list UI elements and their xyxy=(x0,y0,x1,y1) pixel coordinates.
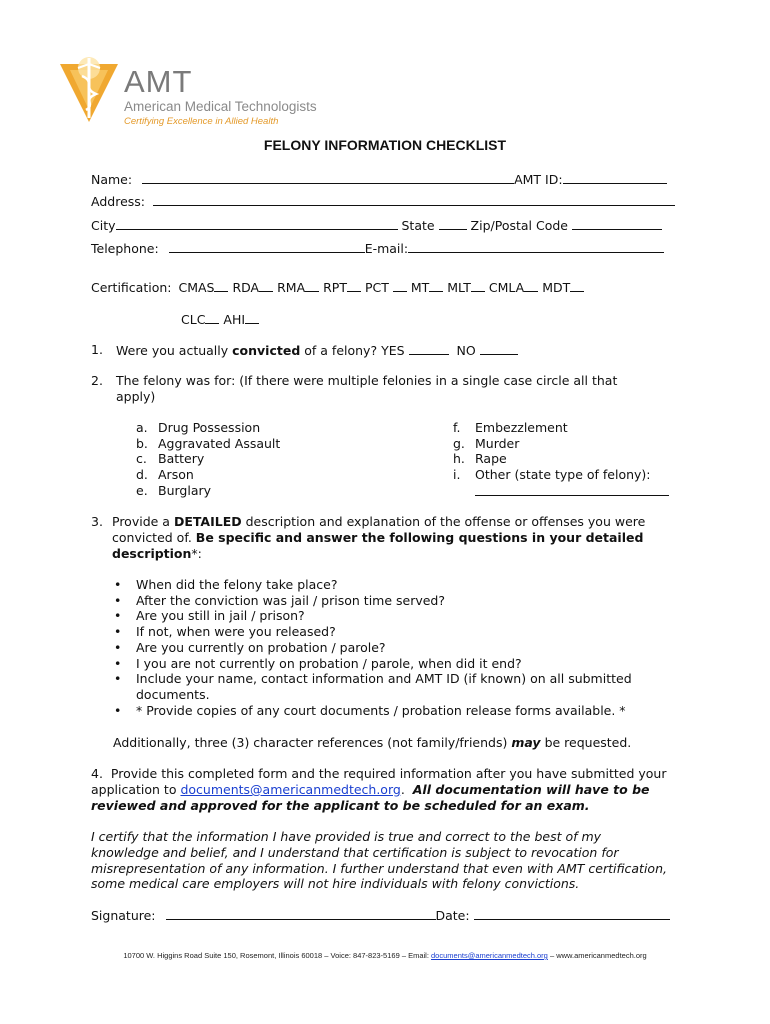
option-letter: f. xyxy=(453,420,461,435)
certification-statement xyxy=(91,829,667,892)
cert-blank-rpt[interactable] xyxy=(347,279,361,292)
option-text: Aggravated Assault xyxy=(158,435,281,451)
page-footer xyxy=(0,951,770,960)
amt-logo xyxy=(56,54,356,126)
cert-blank-mt[interactable] xyxy=(429,279,443,292)
cert-option-mdt: MDT xyxy=(542,280,571,295)
question-3-line-2 xyxy=(112,530,643,546)
name-label: Name: xyxy=(91,172,133,187)
state-field[interactable] xyxy=(439,217,467,230)
date-label: Date: xyxy=(435,908,470,923)
q4-line2-pre: application to xyxy=(91,782,177,797)
list-item-continued: documents. xyxy=(136,686,210,702)
page-title: FELONY INFORMATION CHECKLIST xyxy=(263,137,507,153)
question-3-line-1 xyxy=(112,514,645,530)
felony-option-d[interactable] xyxy=(136,467,280,483)
q1-text-pre: Were you actually xyxy=(116,343,229,358)
date-field[interactable] xyxy=(474,907,670,920)
list-item: • * Provide copies of any court documents / probation release forms available. * xyxy=(136,703,632,719)
felony-list-right xyxy=(453,420,669,500)
list-item: • If not, when were you released? xyxy=(136,624,632,640)
felony-option-b[interactable] xyxy=(136,436,280,452)
references-text-may: may xyxy=(511,735,541,750)
question-4-number: 4. xyxy=(91,766,103,781)
q3-text-post: description and explanation of the offense or offenses you were xyxy=(245,514,646,529)
option-letter: h. xyxy=(453,451,465,467)
certify-line: knowledge and belief, and I understand that certification is subject to revocation for xyxy=(91,844,619,860)
option-text: Burglary xyxy=(158,482,212,498)
signature-label: Signature: xyxy=(91,908,156,923)
city-row xyxy=(91,217,662,234)
q4-line2-bold: All documentation will have to be xyxy=(412,782,650,797)
email-label: E-mail: xyxy=(364,241,409,256)
address-field[interactable] xyxy=(153,193,675,206)
logo-tagline: Certifying Excellence in Allied Health xyxy=(124,116,279,127)
option-text: Rape xyxy=(475,451,507,467)
list-item: • Are you currently on probation / parole? xyxy=(136,640,632,656)
option-text: Arson xyxy=(158,467,194,483)
telephone-row xyxy=(91,240,664,257)
q1-yes-field[interactable] xyxy=(409,342,449,355)
felony-list-left xyxy=(136,420,280,499)
question-4-line-3 xyxy=(91,798,590,814)
option-letter: i. xyxy=(453,467,461,483)
q3-line3-bold: description xyxy=(112,546,192,561)
q1-no-field[interactable] xyxy=(480,342,518,355)
email-field[interactable] xyxy=(408,240,664,253)
q1-text-bold: convicted xyxy=(232,343,301,358)
list-item: • After the conviction was jail / prison time served? xyxy=(136,593,632,609)
telephone-label: Telephone: xyxy=(91,241,159,256)
certification-row xyxy=(91,279,584,296)
cert-option-pct: PCT xyxy=(364,280,389,295)
q1-text-post: of a felony? xyxy=(304,343,378,358)
option-letter: b. xyxy=(136,435,148,451)
q3-bullet-list xyxy=(136,577,632,718)
address-label: Address: xyxy=(91,194,145,209)
question-4-line-1 xyxy=(91,766,666,782)
question-3-line-3 xyxy=(112,546,202,562)
option-letter: c. xyxy=(136,451,147,467)
q3-line2-pre: convicted of. xyxy=(112,530,192,545)
name-row xyxy=(91,171,667,188)
q4-line1-text: Provide this completed form and the required information after you have submitted your xyxy=(110,766,667,781)
felony-option-a[interactable] xyxy=(136,420,280,436)
cert-blank-cmla[interactable] xyxy=(524,279,538,292)
zip-field[interactable] xyxy=(572,217,662,230)
felony-option-c[interactable] xyxy=(136,451,280,467)
footer-email-link[interactable]: documents@americanmedtech.org xyxy=(431,951,548,960)
list-item: • I you are not currently on probation / parole, when did it end? xyxy=(136,656,632,672)
footer-address: 10700 W. Higgins Road Suite 150, Rosemont, Illinois 60018 – Voice: 847-823-5169 – Email: xyxy=(123,951,429,960)
city-label: City xyxy=(91,218,116,233)
cert-option-mlt: MLT xyxy=(447,280,471,295)
cert-blank-rda[interactable] xyxy=(259,279,273,292)
certify-line: I certify that the information I have provided is true and correct to the best of my xyxy=(91,829,602,844)
logo-org-name: American Medical Technologists xyxy=(124,99,317,114)
question-2-number: 2. xyxy=(91,373,103,388)
cert-option-rda: RDA xyxy=(232,280,260,295)
cert-option-ahi: AHI xyxy=(223,312,246,327)
question-1-number: 1. xyxy=(91,342,103,357)
q3-text-detailed: DETAILED xyxy=(173,514,242,529)
signature-field[interactable] xyxy=(166,907,436,920)
list-item: • Include your name, contact information and AMT ID (if known) on all submitted xyxy=(136,671,632,687)
city-field[interactable] xyxy=(116,217,398,230)
list-item: • When did the felony take place? xyxy=(136,577,632,593)
cert-option-cmla: CMLA xyxy=(488,280,525,295)
cert-blank-clc[interactable] xyxy=(205,311,219,324)
option-text: Battery xyxy=(158,451,205,467)
question-2-line-1: The felony was for: (If there were multiple felonies in a single case circle all that xyxy=(116,373,618,388)
cert-option-mt: MT xyxy=(410,280,430,295)
question-4-line-2: application to documents@americanmedtech.org. All documentation will have to be xyxy=(91,782,650,797)
certify-line: some medical care employers will not hire individuals with felony convictions. xyxy=(91,876,580,892)
option-text: Other (state type of felony): xyxy=(475,467,651,483)
felony-option-i[interactable] xyxy=(453,467,669,483)
q1-yes-label: YES xyxy=(381,343,405,358)
certify-line: misrepresentation of any information. I further understand that even with AMT certification, xyxy=(91,860,667,876)
certification-label: Certification: xyxy=(91,280,172,295)
option-letter: d. xyxy=(136,467,148,483)
q3-line2-bold: Be specific and answer the following questions in your detailed xyxy=(195,530,644,545)
certification-row-2 xyxy=(181,311,259,328)
cert-blank-ahi[interactable] xyxy=(245,311,259,324)
address-row xyxy=(91,193,675,210)
state-label: State xyxy=(401,218,435,233)
q3-line3-post: *: xyxy=(191,546,202,561)
question-3-number: 3. xyxy=(91,514,103,529)
documents-email-link[interactable]: documents@americanmedtech.org xyxy=(180,782,401,797)
cert-blank-cmas[interactable] xyxy=(214,279,228,292)
cert-blank-mdt[interactable] xyxy=(570,279,584,292)
felony-option-g[interactable] xyxy=(453,436,669,452)
q1-no-label: NO xyxy=(456,343,476,358)
name-field[interactable] xyxy=(142,171,514,184)
option-text: Drug Possession xyxy=(158,420,261,435)
cert-blank-rma[interactable] xyxy=(305,279,319,292)
cert-blank-mlt[interactable] xyxy=(471,279,485,292)
question-2-line-2: apply) xyxy=(116,389,156,404)
other-felony-field[interactable] xyxy=(475,483,669,496)
amt-id-field[interactable] xyxy=(563,171,667,184)
telephone-field[interactable] xyxy=(169,240,365,253)
caduceus-emblem-icon xyxy=(56,54,122,126)
cert-option-clc: CLC xyxy=(181,312,206,327)
option-letter: g. xyxy=(453,435,465,451)
option-text: Embezzlement xyxy=(475,420,568,435)
cert-option-cmas: CMAS xyxy=(178,280,215,295)
felony-option-e[interactable] xyxy=(136,483,280,499)
q4-line3-bold: reviewed and approved for the applicant to be scheduled for an exam. xyxy=(91,798,590,813)
references-text-pre: Additionally, three (3) character references (not family/friends) xyxy=(113,735,508,750)
footer-website: – www.americanmedtech.org xyxy=(549,951,647,960)
list-item: • Are you still in jail / prison? xyxy=(136,608,632,624)
zip-label: Zip/Postal Code xyxy=(470,218,568,233)
option-letter: e. xyxy=(136,482,148,498)
cert-option-rma: RMA xyxy=(277,280,306,295)
cert-option-rpt: RPT xyxy=(323,280,347,295)
q3-text-pre: Provide a xyxy=(112,514,170,529)
certification-options xyxy=(178,280,584,295)
question-1 xyxy=(116,342,518,359)
felony-option-h[interactable] xyxy=(453,451,669,467)
option-letter: a. xyxy=(136,420,148,435)
amt-id-label: AMT ID: xyxy=(514,172,563,187)
cert-blank-pct[interactable] xyxy=(393,279,407,292)
felony-option-f[interactable] xyxy=(453,420,669,436)
other-felony-field-row xyxy=(453,483,669,500)
signature-row xyxy=(91,907,670,924)
logo-brand: AMT xyxy=(124,64,193,99)
references-text-post: be requested. xyxy=(544,735,632,750)
option-text: Murder xyxy=(475,435,520,451)
character-references-note xyxy=(113,735,631,751)
